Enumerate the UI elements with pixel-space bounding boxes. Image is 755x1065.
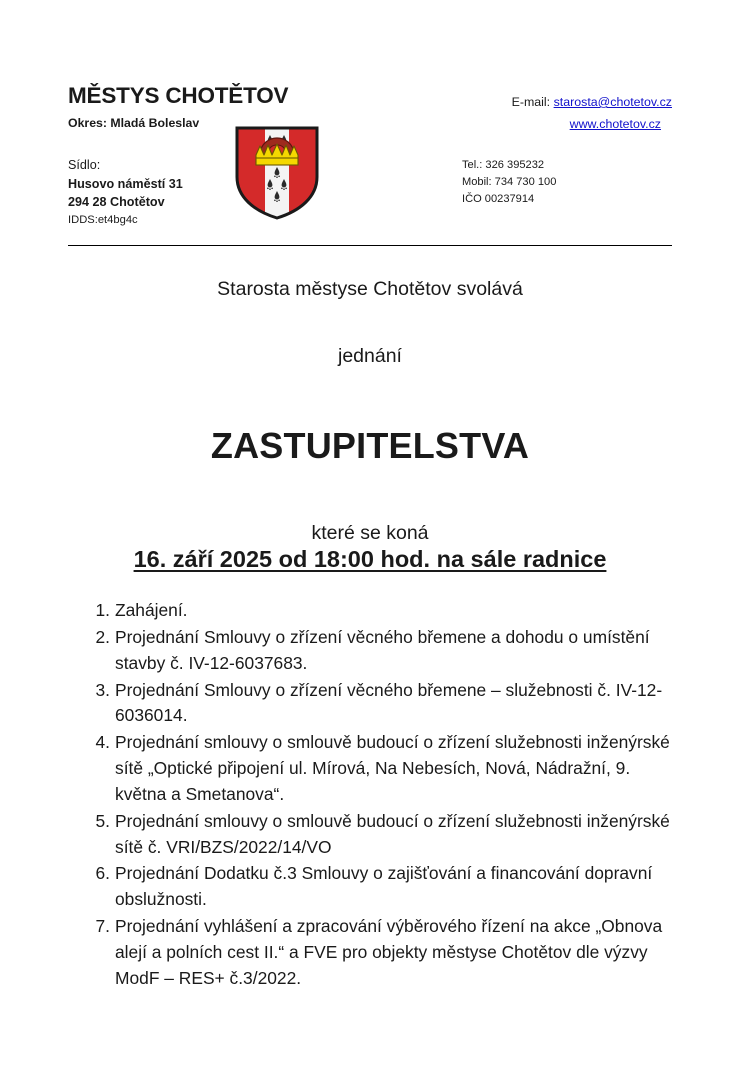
seat-label: Sídlo: xyxy=(68,158,101,173)
website-link[interactable]: www.chotetov.cz xyxy=(569,117,661,132)
list-item-label: Projednání Dodatku č.3 Smlouvy o zajišťování a financování dopravní obslužnosti. xyxy=(115,863,653,910)
invitation-block xyxy=(68,280,672,544)
list-item-number: 4. xyxy=(95,732,110,753)
idds-identifier: IDDS:et4bg4c xyxy=(68,213,138,226)
list-item-label: Zahájení. xyxy=(115,600,188,620)
list-item-label: Projednání vyhlášení a zpracování výběrového řízení na akce „Obnova alejí a polních cest II.“ a FVE pro objekty městyse Chotětov dle výzvy ModF – RES+ č.3/2022. xyxy=(115,916,663,988)
list-item xyxy=(68,861,672,913)
list-item xyxy=(68,598,672,624)
meeting-datetime-text: 16. září 2025 od 18:00 hod. na sále radnice xyxy=(133,546,607,572)
seat-city: 294 28 Chotětov xyxy=(68,195,165,210)
letterhead-contact-block xyxy=(458,96,672,207)
email-line xyxy=(458,96,672,108)
list-item-label: Projednání smlouvy o smlouvě budoucí o zřízení služebnosti inženýrské sítě č. VRI/BZS/2022/14/VO xyxy=(115,810,670,857)
list-item-number: 2. xyxy=(95,626,110,647)
letterhead-header xyxy=(68,84,672,234)
organization-name: MĚSTYS CHOTĚTOV xyxy=(68,83,289,108)
mobile-line: Mobil: 734 730 100 xyxy=(462,175,557,188)
list-item xyxy=(68,809,672,861)
list-item-label: Projednání Smlouvy o zřízení věcného břemene a dohodu o umístění stavby č. IV-12-6037683. xyxy=(115,626,650,673)
list-item-number: 5. xyxy=(95,810,110,831)
list-item xyxy=(68,678,672,730)
meeting-word: jednání xyxy=(338,344,402,367)
list-item-number: 1. xyxy=(95,600,110,620)
ico-line: IČO 00237914 xyxy=(462,192,535,205)
seat-street: Husovo náměstí 31 xyxy=(68,176,183,191)
website-line xyxy=(458,118,672,130)
coat-of-arms-icon xyxy=(234,125,320,221)
district-line: Okres: Mladá Boleslav xyxy=(68,115,200,130)
list-item-label: Projednání smlouvy o smlouvě budoucí o zřízení služebnosti inženýrské sítě „Optické připojení ul. Mírová, Na Nebesích, Nová, Nádražní, 9. května a Smetanova“. xyxy=(115,732,670,804)
meeting-datetime xyxy=(68,548,672,572)
email-link[interactable]: starosta@chotetov.cz xyxy=(553,95,672,109)
list-item xyxy=(68,625,672,677)
email-label: E-mail: xyxy=(511,95,551,109)
list-item-number: 3. xyxy=(95,679,110,700)
which-takes-place-line: které se koná xyxy=(311,522,429,544)
list-item xyxy=(68,914,672,992)
header-divider xyxy=(68,245,672,246)
page-title: ZASTUPITELSTVA xyxy=(210,425,530,466)
phone-block xyxy=(458,157,672,208)
list-item xyxy=(68,730,672,808)
agenda-list xyxy=(68,598,672,993)
convener-line: Starosta městyse Chotětov svolává xyxy=(217,278,523,300)
telephone-line: Tel.: 326 395232 xyxy=(462,158,545,171)
list-item-number: 7. xyxy=(95,916,110,937)
list-item-number: 6. xyxy=(95,863,110,884)
list-item-label: Projednání Smlouvy o zřízení věcného břemene – služebnosti č. IV-12-6036014. xyxy=(115,679,663,726)
